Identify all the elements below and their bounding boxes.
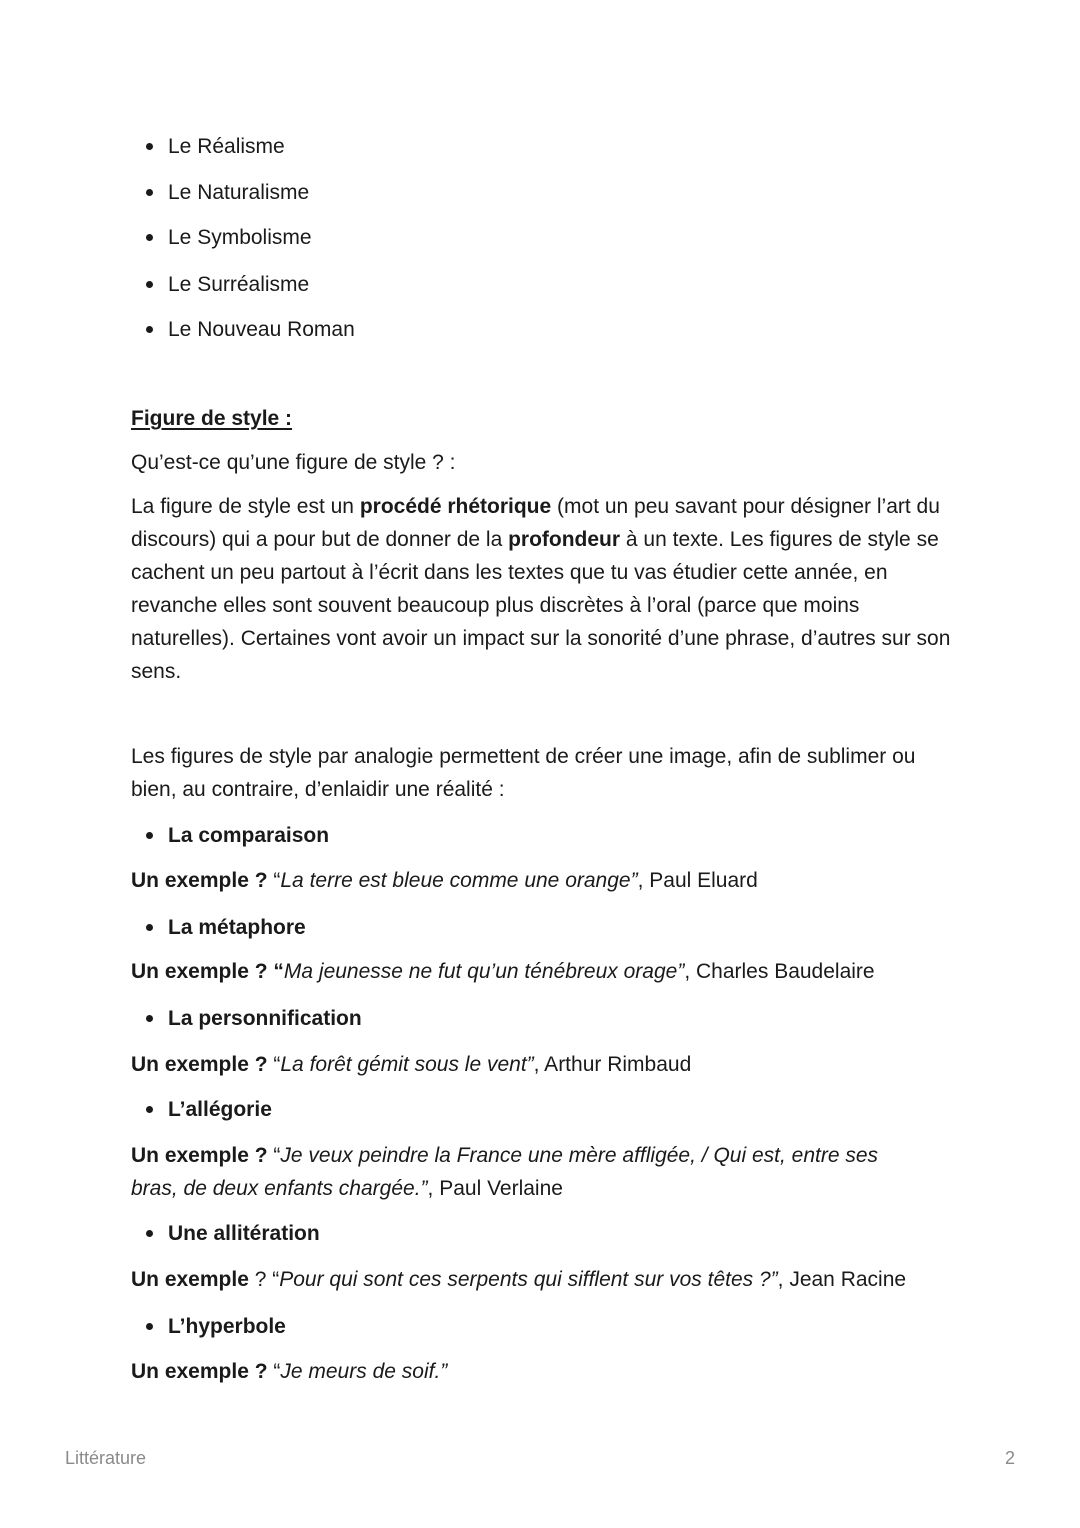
list-item: Le Surréalisme — [146, 272, 309, 298]
bullet-icon — [146, 189, 153, 196]
section-question: Qu’est-ce qu’une figure de style ? : — [131, 451, 456, 474]
figure-example: Un exemple ? “La forêt gémit sous le vent”, Arthur Rimbaud — [131, 1053, 692, 1076]
figure-example: Un exemple ? “Pour qui sont ces serpents qui sifflent sur vos têtes ?”, Jean Racine — [131, 1268, 907, 1291]
intro-paragraph: La figure de style est un procédé rhétorique (mot un peu savant pour désigner l’art du discours) qui a pour but de donner de la profondeur à un texte. Les figures de style se cachent un peu partout à l’écrit dans les textes que tu vas étudier cette année, en revanche elles sont souvent beaucoup plus discrètes à l’oral (parce que moins naturelles). Certaines vont avoir un impact sur la sonorité d’une phrase, d’autres sur son sens. — [131, 495, 951, 683]
section-heading: Figure de style : — [131, 407, 293, 430]
figure-example: Un exemple ? “Je veux peindre la France une mère affligée, / Qui est, entre ses bras, de deux enfants chargée.”, Paul Verlaine — [131, 1144, 879, 1200]
figure-name: La comparaison — [146, 823, 329, 849]
figure-name: L’hyperbole — [146, 1314, 286, 1340]
list-item: Le Réalisme — [146, 134, 285, 160]
bullet-icon — [146, 1015, 153, 1022]
figure-name: La personnification — [146, 1006, 362, 1032]
bullet-icon — [146, 832, 153, 839]
figure-name: L’allégorie — [146, 1097, 272, 1123]
list-item: Le Symbolisme — [146, 225, 312, 251]
analogy-paragraph: Les figures de style par analogie permettent de créer une image, afin de sublimer ou bien, au contraire, d’enlaidir une réalité : — [131, 745, 916, 801]
bullet-icon — [146, 326, 153, 333]
bullet-icon — [146, 143, 153, 150]
page-number: 2 — [1004, 1448, 1015, 1468]
bullet-icon — [146, 281, 153, 288]
list-item: Le Naturalisme — [146, 180, 309, 206]
figure-example: Un exemple ? “Je meurs de soif.” — [131, 1360, 448, 1383]
footer-subject: Littérature — [65, 1448, 147, 1468]
figure-name: Une allitération — [146, 1221, 320, 1247]
bullet-icon — [146, 924, 153, 931]
figure-name: La métaphore — [146, 915, 306, 941]
figure-example: Un exemple ? “La terre est bleue comme une orange”, Paul Eluard — [131, 869, 758, 892]
bullet-icon — [146, 1230, 153, 1237]
bullet-icon — [146, 1106, 153, 1113]
figure-example: Un exemple ? “Ma jeunesse ne fut qu’un ténébreux orage”, Charles Baudelaire — [131, 960, 875, 983]
list-item: Le Nouveau Roman — [146, 317, 355, 343]
bullet-icon — [146, 1323, 153, 1330]
bullet-icon — [146, 234, 153, 241]
